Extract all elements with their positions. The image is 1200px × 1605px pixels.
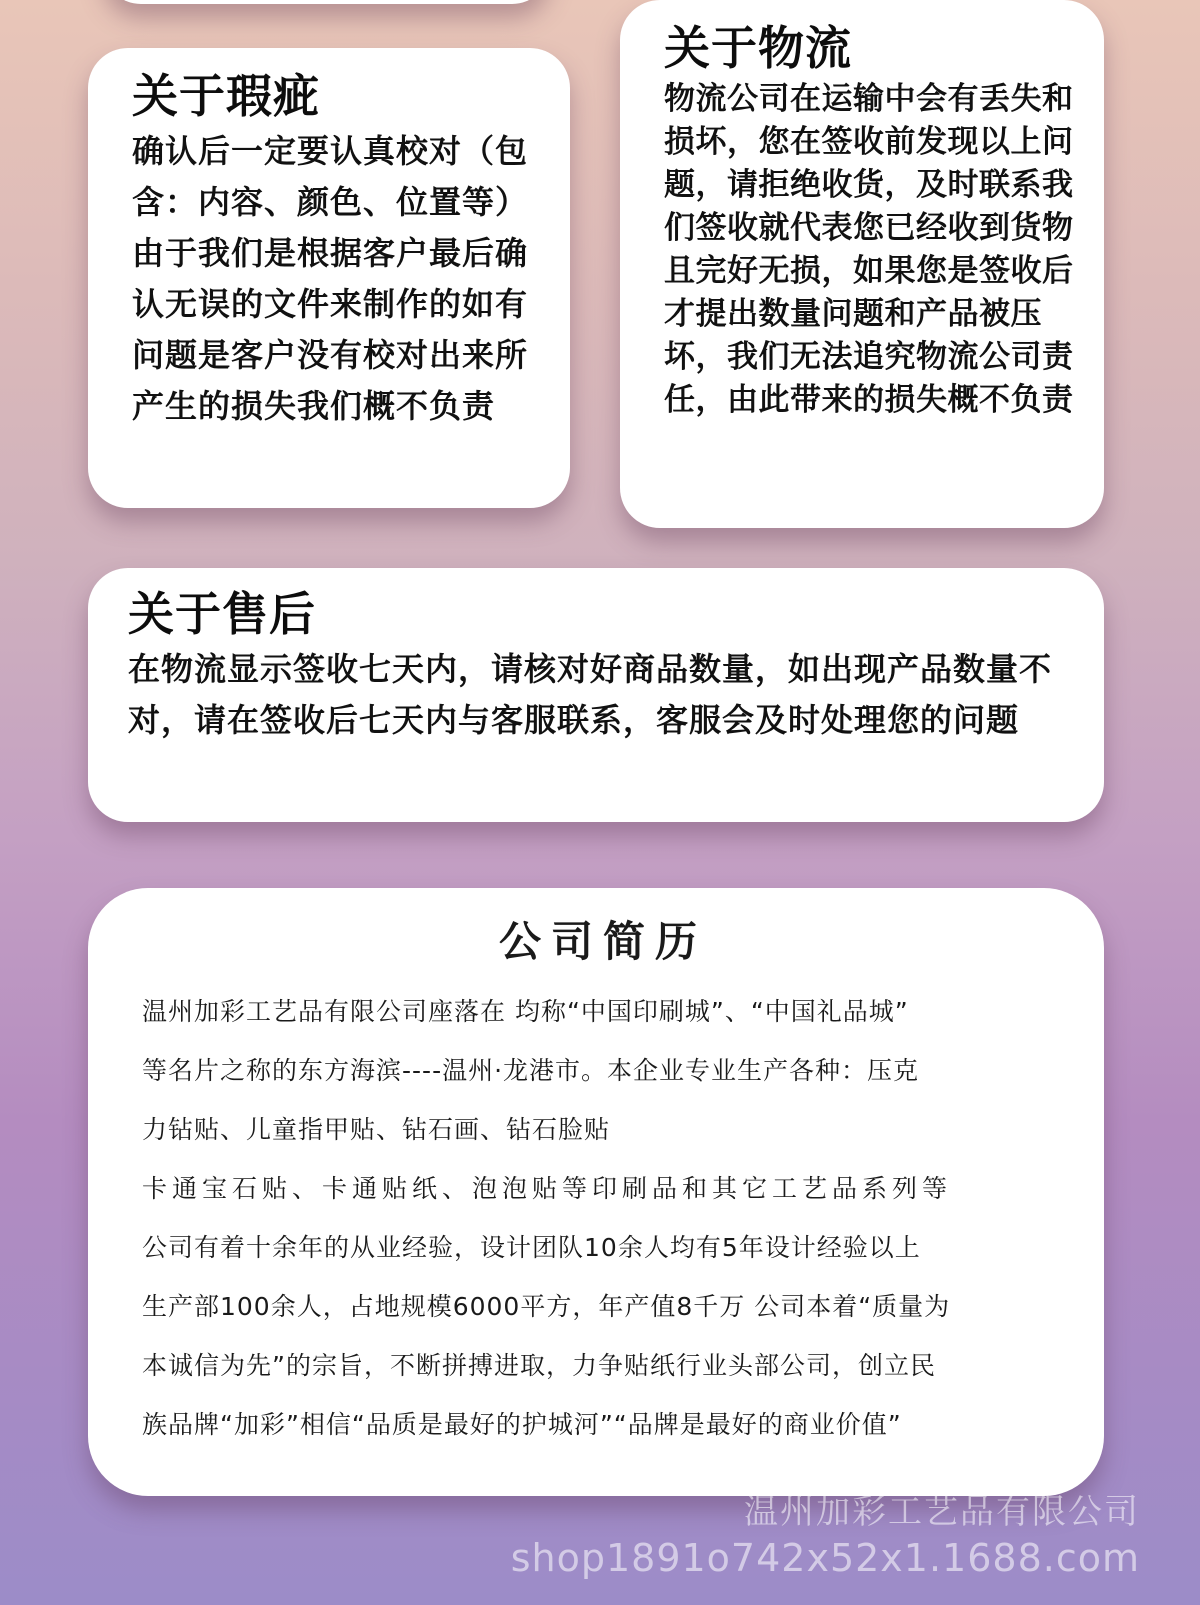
flaw-card: [88, 48, 570, 508]
profile-line: 公司有着十余年的从业经验，设计团队10余人均有5年设计经验以上: [142, 1233, 921, 1262]
flaw-body: 确认后一定要认真校对（包含：内容、颜色、位置等）由于我们是根据客户最后确认无误的文件来制作的如有问题是客户没有校对出来所产生的损失我们概不负责: [132, 132, 529, 425]
company-profile-title: 公司简历: [498, 917, 707, 966]
profile-line: 本诚信为先”的宗旨，不断拼搏进取，力争贴纸行业头部公司，创立民: [142, 1351, 936, 1380]
watermark-shop-url: shop1891o742x52x1.1688.com: [510, 1536, 1140, 1580]
watermark-company-name: 温州加彩工艺品有限公司: [744, 1492, 1140, 1532]
profile-line: 卡通宝石贴、卡通贴纸、泡泡贴等印刷品和其它工艺品系列等: [142, 1174, 953, 1203]
logistics-card: [620, 0, 1104, 528]
after-sales-title: 关于售后: [128, 587, 316, 641]
after-sales-body: 在物流显示签收七天内，请核对好商品数量，如出现产品数量不对，请在签收后七天内与客服联系，客服会及时处理您的问题: [128, 650, 1053, 739]
profile-line: 生产部100余人，占地规模6000平方，年产值8千万 公司本着“质量为: [142, 1292, 951, 1321]
logistics-body: 物流公司在运输中会有丢失和损坏，您在签收前发现以上问题，请拒绝收货，及时联系我们签收就代表您已经收到货物且完好无损，如果您是签收后才提出数量问题和产品被压坏，我们无法追究物流公司责任，由此带来的损失概不负责: [664, 81, 1074, 418]
profile-line: 等名片之称的东方海滨----温州·龙港市。本企业专业生产各种：压克: [142, 1056, 920, 1085]
top-card-fragment: [103, 0, 550, 4]
flaw-title: 关于瑕疵: [132, 69, 320, 123]
after-sales-card: [88, 568, 1104, 822]
logistics-title: 关于物流: [664, 21, 852, 75]
profile-line: 力钻贴、儿童指甲贴、钻石画、钻石脸贴: [142, 1115, 611, 1144]
company-profile-card: [88, 888, 1104, 1496]
profile-line: 温州加彩工艺品有限公司座落在 均称“中国印刷城”、“中国礼品城”: [142, 997, 909, 1026]
profile-line: 族品牌“加彩”相信“品质是最好的护城河”“品牌是最好的商业价值”: [142, 1410, 902, 1439]
